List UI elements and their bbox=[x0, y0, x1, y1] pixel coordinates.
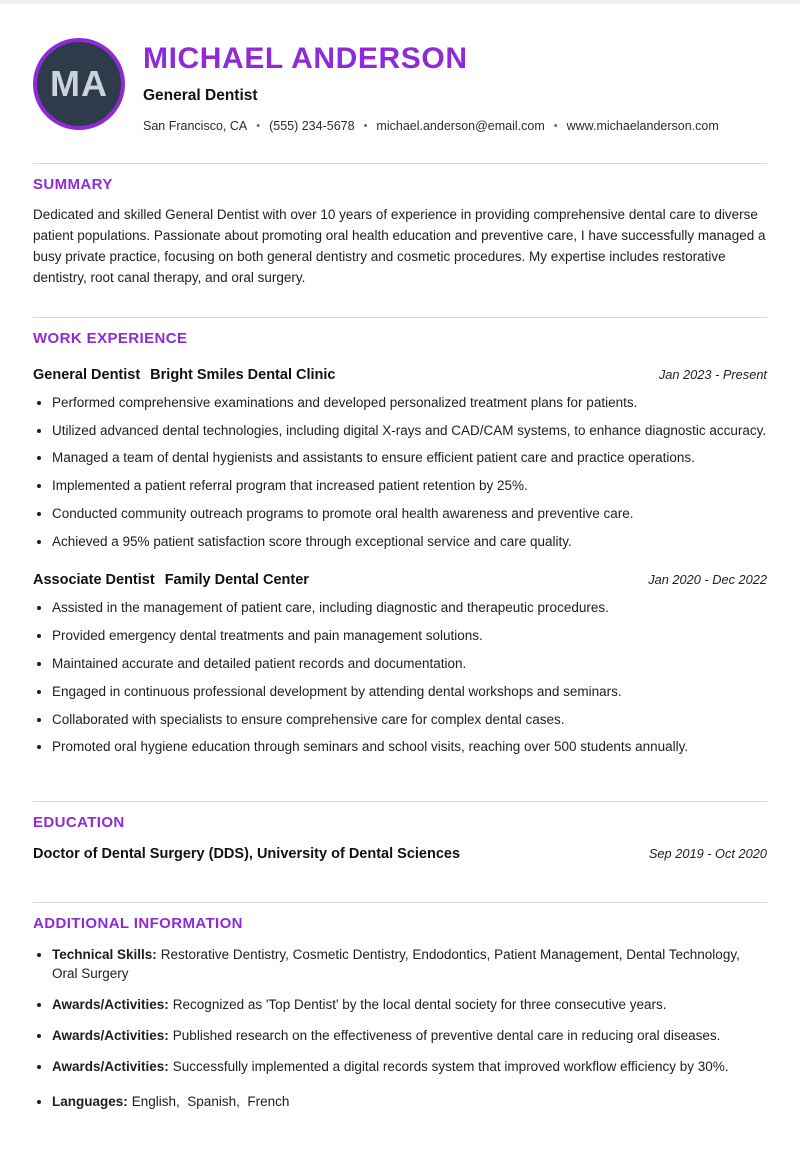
additional-info-item bbox=[52, 1093, 767, 1112]
bullet-item: • Conducted community outreach programs to promote oral health awareness and preventive care. bbox=[52, 505, 767, 524]
info-text: Successfully implemented a digital records system that improved workflow efficiency by 30%. bbox=[172, 1058, 729, 1074]
dot-separator-icon: • bbox=[553, 120, 558, 132]
resume-page bbox=[0, 4, 800, 1164]
additional-info-item bbox=[52, 1027, 767, 1046]
info-label: Awards/Activities: bbox=[52, 997, 169, 1013]
section-divider bbox=[33, 317, 767, 318]
dot-separator-icon: • bbox=[256, 120, 261, 132]
job-dates: Jan 2023 - Present bbox=[658, 366, 767, 382]
info-label: Languages: bbox=[52, 1093, 128, 1109]
bullet-item: • Assisted in the management of patient care, including diagnostic and therapeutic procedures. bbox=[52, 599, 767, 618]
additional-info-item bbox=[52, 1058, 767, 1077]
additional-info-section bbox=[33, 902, 767, 1111]
info-label: Awards/Activities: bbox=[52, 1028, 169, 1044]
bullet-item: • Engaged in continuous professional development by attending dental workshops and seminars. bbox=[52, 683, 767, 702]
contact-row bbox=[143, 119, 719, 133]
header-text bbox=[143, 36, 719, 133]
education-heading: EDUCATION bbox=[33, 814, 125, 832]
info-text: Published research on the effectiveness of preventive dental care in reducing oral diseases. bbox=[172, 1028, 721, 1044]
section-divider bbox=[33, 801, 767, 802]
bullet-item: • Utilized advanced dental technologies, including digital X-rays and CAD/CAM systems, to enhance diagnostic accuracy. bbox=[52, 422, 767, 441]
job-entry bbox=[33, 572, 767, 757]
resume-header bbox=[33, 36, 767, 133]
education-dates: Sep 2019 - Oct 2020 bbox=[648, 846, 767, 862]
bullet-item: • Performed comprehensive examinations and developed personalized treatment plans for patients. bbox=[52, 394, 767, 413]
info-text: Restorative Dentistry, Cosmetic Dentistry, Endodontics, Patient Management, Dental Technology, Oral Surgery bbox=[52, 947, 740, 982]
job-title-line bbox=[33, 367, 336, 383]
job-company: Bright Smiles Dental Clinic bbox=[150, 366, 336, 383]
job-header bbox=[33, 367, 767, 383]
job-bullet-list bbox=[33, 394, 767, 552]
education-entry bbox=[33, 846, 767, 862]
job-entry bbox=[33, 367, 767, 552]
contact-email[interactable]: michael.anderson@email.com bbox=[376, 119, 545, 133]
job-header bbox=[33, 572, 767, 588]
contact-website[interactable]: www.michaelanderson.com bbox=[566, 119, 719, 133]
section-divider bbox=[33, 902, 767, 903]
job-role: Associate Dentist bbox=[33, 572, 155, 589]
job-bullet-list bbox=[33, 599, 767, 757]
contact-location: San Francisco, CA bbox=[143, 119, 248, 133]
bullet-item: • Managed a team of dental hygienists and assistants to ensure efficient patient care and practice operations. bbox=[52, 449, 767, 468]
summary-text: Dedicated and skilled General Dentist with over 10 years of experience in providing comprehensive dental care to diverse patient populations. Passionate about promoting oral health education and preventive care, I have successfully managed a busy private practice, focusing on both general dentistry and cosmetic procedures. My expertise includes restorative dentistry, root canal therapy, and oral surgery. bbox=[33, 207, 766, 285]
job-company: Family Dental Center bbox=[164, 572, 309, 589]
bullet-item: • Promoted oral hygiene education through seminars and school visits, reaching over 500 students annually. bbox=[52, 738, 767, 757]
avatar bbox=[33, 38, 125, 130]
bullet-item: • Collaborated with specialists to ensure comprehensive care for complex dental cases. bbox=[52, 711, 767, 730]
work-experience-heading: WORK EXPERIENCE bbox=[33, 329, 188, 347]
bullet-item: • Achieved a 95% patient satisfaction score through exceptional service and care quality. bbox=[52, 533, 767, 552]
info-text: English, Spanish, French bbox=[131, 1093, 290, 1109]
summary-section bbox=[33, 163, 767, 289]
section-divider bbox=[33, 163, 767, 164]
info-label: Technical Skills: bbox=[52, 947, 157, 963]
info-label: Awards/Activities: bbox=[52, 1058, 169, 1074]
job-role: General Dentist bbox=[33, 366, 141, 383]
contact-phone: (555) 234-5678 bbox=[269, 119, 355, 133]
additional-info-item bbox=[52, 946, 767, 984]
person-name: MICHAEL ANDERSON bbox=[143, 42, 468, 75]
additional-info-list bbox=[33, 946, 767, 1111]
additional-info-heading: ADDITIONAL INFORMATION bbox=[33, 915, 243, 933]
avatar-initials: MA bbox=[50, 63, 108, 104]
education-degree: Doctor of Dental Surgery (DDS), University of Dental Sciences bbox=[33, 846, 461, 863]
bullet-item: • Maintained accurate and detailed patient records and documentation. bbox=[52, 655, 767, 674]
job-title-line bbox=[33, 572, 309, 588]
education-section bbox=[33, 801, 767, 862]
job-dates: Jan 2020 - Dec 2022 bbox=[648, 572, 767, 588]
bullet-item: • Implemented a patient referral program that increased patient retention by 25%. bbox=[52, 477, 767, 496]
info-text: Recognized as 'Top Dentist' by the local dental society for three consecutive years. bbox=[172, 997, 667, 1013]
summary-heading: SUMMARY bbox=[33, 176, 113, 193]
additional-info-item bbox=[52, 996, 767, 1015]
bullet-item: • Provided emergency dental treatments and pain management solutions. bbox=[52, 627, 767, 646]
dot-separator-icon: • bbox=[363, 120, 368, 132]
work-experience-section bbox=[33, 317, 767, 758]
person-title: General Dentist bbox=[143, 87, 258, 104]
